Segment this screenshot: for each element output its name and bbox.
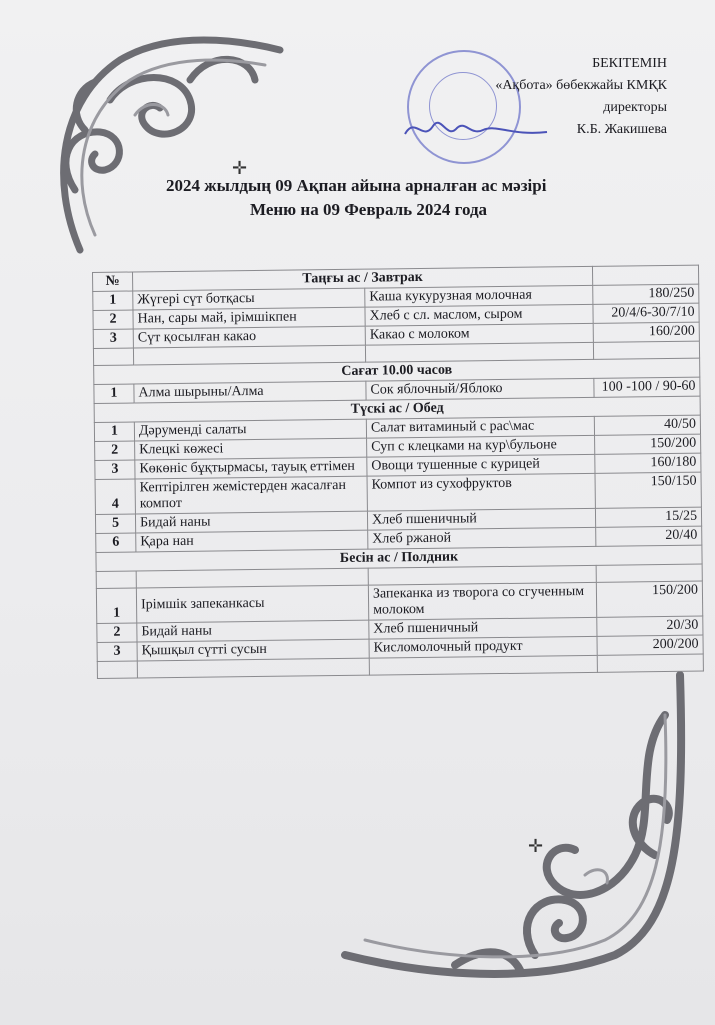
portion: 20/40 xyxy=(596,526,702,546)
table-row: 5 Бидай наны Хлеб пшеничный 15/25 xyxy=(95,507,701,533)
portion: 150/200 xyxy=(596,581,702,617)
approval-block xyxy=(407,50,667,160)
table-row: 1 Алма шырыны/Алма Сок яблочный/Яблоко 100 -100 / 90-60 xyxy=(94,377,700,403)
dish-kz: Ірімшік запеканкасы xyxy=(136,585,368,623)
dish-kz: Нан, сары май, ірімшікпен xyxy=(133,307,365,329)
dish-kz: Дәруменді салаты xyxy=(134,419,366,441)
portion: 150/200 xyxy=(595,434,701,454)
dish-ru: Сок яблочный/Яблоко xyxy=(366,378,594,400)
title-kazakh: 2024 жылдың 09 Ақпан айына арналған ас мәзірі xyxy=(166,176,547,195)
dish-ru: Салат витаминый с рас\мас xyxy=(366,416,594,438)
dish-ru: Каша кукурузная молочная xyxy=(365,285,593,307)
menu-table xyxy=(92,265,704,679)
portion: 100 -100 / 90-60 xyxy=(594,377,700,397)
portion: 20/4/6-30/7/10 xyxy=(593,303,699,323)
dish-kz: Сүт қосылған какао xyxy=(133,326,365,348)
portion: 180/250 xyxy=(593,284,699,304)
cross-mark-bottom: ✛ xyxy=(528,836,544,856)
ornament-bottom-right xyxy=(335,655,695,1000)
number-header: № xyxy=(93,272,133,291)
dish-ru: Запеканка из творога со сгученным молоком xyxy=(368,582,596,620)
table-row: 6 Қара нан Хлеб ржаной 20/40 xyxy=(96,526,702,552)
dish-kz: Бидай наны xyxy=(137,620,369,642)
section-title: Сағат 10.00 часов xyxy=(94,358,700,384)
portion: 15/25 xyxy=(595,507,701,527)
portion: 160/200 xyxy=(593,322,699,342)
cross-mark-top: ✛ xyxy=(232,158,248,178)
dish-ru: Хлеб пшеничный xyxy=(369,617,597,639)
dish-kz: Қара нан xyxy=(136,530,368,552)
dish-ru: Суп с клецками на кур\бульоне xyxy=(367,435,595,457)
table-row: 4 Кептірілген жемістерден жасалған компот Компот из сухофруктов 150/150 xyxy=(95,472,701,514)
table-row: 3 Сүт қосылған какао Какао с молоком 160/200 xyxy=(93,322,699,348)
table-row: 1 Жүгері сүт ботқасы Каша кукурузная молочная 180/250 xyxy=(93,284,699,310)
dish-kz: Кептірілген жемістерден жасалған компот xyxy=(135,476,367,514)
dish-ru: Хлеб ржаной xyxy=(368,527,596,549)
dish-ru: Какао с молоком xyxy=(365,323,593,345)
portion: 160/180 xyxy=(595,453,701,473)
table-row: 2 Бидай наны Хлеб пшеничный 20/30 xyxy=(97,616,703,642)
approval-organization: «Ақбота» бөбекжайы КМҚК xyxy=(495,78,667,93)
ornament-top-left xyxy=(40,20,290,260)
table-row: 3 Көкөніс бұқтырмасы, тауық еттімен Овощи тушенные с курицей 160/180 xyxy=(95,453,701,479)
table-row: 3 Қышқыл сүтті сусын Кисломолочный продукт 200/200 xyxy=(97,635,703,661)
signature xyxy=(401,112,551,144)
dish-kz: Клецкі көжесі xyxy=(135,438,367,460)
approval-name: К.Б. Жакишева xyxy=(576,122,667,137)
dish-kz: Көкөніс бұқтырмасы, тауық еттімен xyxy=(135,457,367,479)
dish-ru: Овощи тушенные с курицей xyxy=(367,454,595,476)
portion: 40/50 xyxy=(594,415,700,435)
dish-ru: Хлеб с сл. маслом, сыром xyxy=(365,304,593,326)
table-row: 2 Нан, сары май, ірімшікпен Хлеб с сл. маслом, сыром 20/4/6-30/7/10 xyxy=(93,303,699,329)
table-row: 1 Дәруменді салаты Салат витаминый с рас\мас 40/50 xyxy=(94,415,700,441)
dish-ru: Кисломолочный продукт xyxy=(369,636,597,658)
dish-kz: Алма шырыны/Алма xyxy=(134,381,366,403)
section-title: Таңғы ас / Завтрак xyxy=(133,266,593,291)
section-title: Түскі ас / Обед xyxy=(94,396,700,422)
dish-kz: Бидай наны xyxy=(135,511,367,533)
dish-ru: Компот из сухофруктов xyxy=(367,473,595,511)
dish-kz: Қышқыл сүтті сусын xyxy=(137,639,369,661)
approval-position: директоры xyxy=(603,100,667,115)
portion: 150/150 xyxy=(595,472,701,508)
table-row: 2 Клецкі көжесі Суп с клецками на кур\бульоне 150/200 xyxy=(95,434,701,460)
section-title: Бесін ас / Полдник xyxy=(96,545,702,571)
portion: 20/30 xyxy=(597,616,703,636)
dish-ru: Хлеб пшеничный xyxy=(367,508,595,530)
portion: 200/200 xyxy=(597,635,703,655)
approval-heading: БЕКІТЕМІН xyxy=(592,56,667,71)
dish-kz: Жүгері сүт ботқасы xyxy=(133,288,365,310)
title-russian: Меню на 09 Февраль 2024 года xyxy=(250,200,488,219)
title-block xyxy=(110,176,650,220)
table-row: 1 Ірімшік запеканкасы Запеканка из творога со сгученным молоком 150/200 xyxy=(96,581,702,623)
official-stamp xyxy=(407,50,521,164)
